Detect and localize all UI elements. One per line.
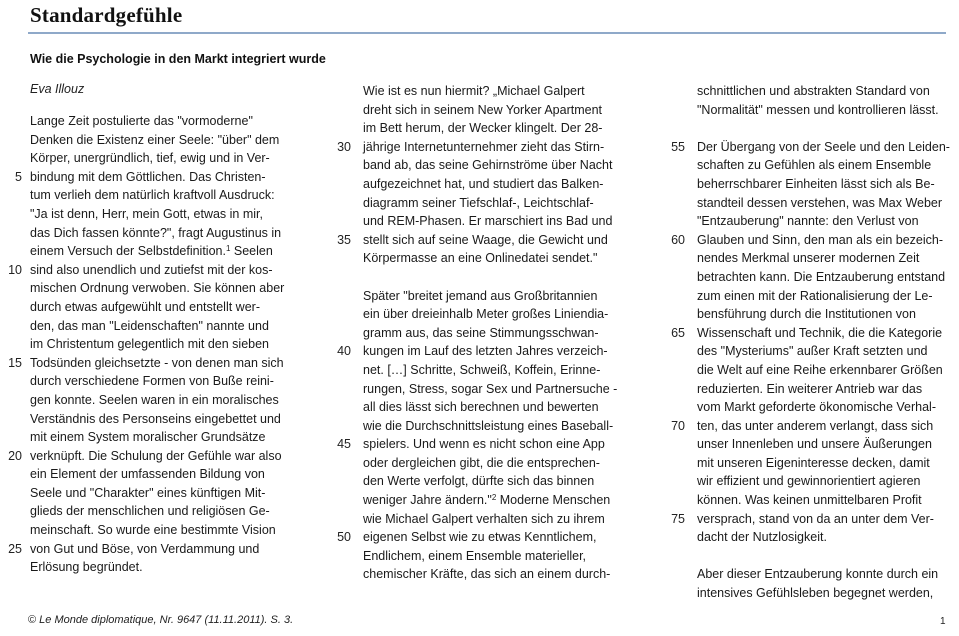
line-text: können. Was keinen unmittelbaren Profit [697, 493, 922, 508]
line-text: dacht der Nutzlosigkeit. [697, 530, 827, 545]
line-text: im Christentum gelegentlich mit den sieben [30, 337, 270, 352]
line-text: bindung mit dem Göttlichen. Das Christen- [30, 169, 266, 184]
text-line [30, 335, 330, 354]
title-divider [28, 32, 946, 34]
line-text: von Gut und Böse, von Verdammung und [30, 541, 260, 556]
line-text: zum einen mit der Rationalisierung der Le- [697, 288, 933, 303]
line-text: meinschaft. So wurde eine bestimmte Vision [30, 523, 276, 538]
text-line [15, 168, 330, 187]
line-text: Wissenschaft und Technik, die die Kategorie [697, 325, 943, 340]
line-text: durch etwas aufgewühlt und entstellt wer- [30, 299, 260, 314]
text-line [697, 212, 947, 231]
line-text: net. […] Schritte, Schweiß, Koffein, Erinne- [363, 362, 601, 377]
text-line [363, 472, 663, 491]
line-text: oder dergleichen gibt, die die entsprechen- [363, 455, 600, 470]
text-line [30, 186, 330, 205]
text-line [337, 231, 663, 250]
text-line [30, 224, 330, 243]
line-text: versprach, stand von da an unter dem Ver- [697, 511, 934, 526]
line-text: Denken die Existenz einer Seele: "über" dem [30, 132, 280, 147]
text-line [671, 138, 950, 157]
text-line [671, 231, 947, 250]
text-line [363, 194, 663, 213]
line-text: Der Übergang von der Seele und den Leiden- [697, 139, 950, 154]
line-text: rungen, Stress, sogar Sex und Partnersuche - [363, 381, 618, 396]
text-line [363, 101, 663, 120]
text-line [697, 156, 947, 175]
line-text: ein über dreieinhalb Meter großes Liniendia- [363, 307, 609, 322]
line-text: chemischer Kräfte, das sich an einem durch- [363, 567, 611, 582]
line-text: Glauben und Sinn, den man als ein bezeich- [697, 232, 943, 247]
text-line [363, 565, 663, 584]
article-subtitle: Wie die Psychologie in den Markt integriert wurde [30, 52, 326, 66]
text-line [363, 324, 663, 343]
text-line [363, 547, 663, 566]
text-line [697, 491, 947, 510]
line-text: eigenen Selbst wie zu etwas Kenntlichem, [363, 530, 597, 545]
line-text: vom Markt geforderte ökonomische Verhal- [697, 400, 936, 415]
text-line [30, 428, 330, 447]
line-text: den Werte verfolgt, dürfte sich das binnen [363, 474, 595, 489]
footnote-marker: 1 [225, 244, 231, 254]
line-text: weniger Jahre ändern." [363, 493, 492, 508]
line-number: 40 [337, 344, 351, 359]
text-line [30, 279, 330, 298]
line-text: standteil dessen verstehen, was Max Weber [697, 195, 943, 210]
line-text: schaften zu Gefühlen als einem Ensemble [697, 158, 932, 173]
line-text: Endlichem, einem Ensemble materieller, [363, 548, 587, 563]
text-line [30, 112, 330, 131]
text-line [697, 342, 947, 361]
line-number: 10 [8, 262, 22, 277]
text-line [337, 138, 663, 157]
line-text-continued: Moderne Menschen [496, 493, 611, 508]
line-text: bensführung durch die Institutionen von [697, 307, 916, 322]
line-text: diagramm seiner Tiefschlaf-, Leichtschlaf- [363, 195, 594, 210]
text-line [30, 131, 330, 150]
line-text: mischen Ordnung verwoben. Sie können aber [30, 281, 285, 296]
line-text: das Dich fassen könnte?", fragt Augustinus in [30, 225, 282, 240]
line-text: wir effizient und gewinnorientiert agieren [697, 474, 921, 489]
copyright-icon: © [28, 614, 37, 626]
line-number: 55 [671, 139, 685, 154]
line-text: jährige Internetunternehmer zieht das Stirn- [363, 139, 605, 154]
text-line [363, 119, 663, 138]
line-number: 60 [671, 232, 685, 247]
text-line [30, 484, 330, 503]
text-column-2 [337, 82, 663, 584]
text-line [697, 565, 947, 584]
line-text: Körpermasse an eine Onlinedatei sendet." [363, 251, 598, 266]
text-line [363, 361, 663, 380]
paragraph-gap [363, 268, 663, 287]
line-text: Lange Zeit postulierte das "vormoderne" [30, 114, 253, 128]
line-text: betrachten kann. Die Entzauberung entstand [697, 269, 946, 284]
text-line [30, 410, 330, 429]
line-text: mit einem System moralischer Grundsätze [30, 430, 266, 445]
text-line [363, 454, 663, 473]
text-line [697, 194, 947, 213]
line-text: Aber dieser Entzauberung konnte durch ein [697, 567, 939, 582]
text-line [30, 558, 330, 577]
page-title: Standardgefühle [30, 3, 183, 27]
line-text: und REM-Phasen. Er marschiert ins Bad und [363, 214, 613, 229]
line-text: ein Element der umfassenden Bildung von [30, 467, 265, 482]
line-text: Seele und "Charakter" eines künftigen Mit- [30, 485, 266, 500]
text-line [363, 510, 663, 529]
text-line [697, 287, 947, 306]
line-number: 15 [8, 355, 22, 370]
text-line [30, 149, 330, 168]
text-line [8, 540, 330, 559]
line-text: reduzierten. Ein weiterer Antrieb war das [697, 381, 923, 396]
text-line [30, 502, 330, 521]
text-line [363, 287, 663, 306]
text-line [697, 101, 947, 120]
text-line [697, 305, 947, 324]
line-text: glieds der menschlichen und religiösen Ge- [30, 504, 270, 519]
line-number: 30 [337, 139, 351, 154]
text-line [363, 212, 663, 231]
line-text: wie die Durchschnittsleistung eines Baseball- [363, 418, 614, 433]
line-text: tum verlieh dem natürlich kraftvoll Ausdruck: [30, 188, 275, 203]
line-text: Wie ist es nun hiermit? „Michael Galpert [363, 84, 585, 98]
text-column-1 [8, 112, 330, 577]
text-line [697, 361, 947, 380]
article-author: Eva Illouz [30, 82, 85, 96]
line-text: Verständnis des Personseins eingebettet und [30, 411, 281, 426]
text-line [697, 454, 947, 473]
text-line [697, 472, 947, 491]
source-footer [28, 614, 293, 626]
footnote-marker: 2 [491, 493, 497, 503]
text-line [30, 242, 330, 261]
text-line [8, 261, 330, 280]
text-line [671, 324, 947, 343]
line-text: gramm aus, das seine Stimmungsschwan- [363, 325, 599, 340]
line-number: 45 [337, 437, 351, 452]
line-text: wie Michael Galpert verhalten sich zu ihrem [363, 511, 605, 526]
line-text: kungen im Lauf des letzten Jahres verzeich- [363, 344, 608, 359]
text-line [697, 528, 947, 547]
text-line [363, 417, 663, 436]
line-text: durch verschiedene Formen von Buße reini- [30, 374, 274, 389]
line-text: ten, das unter anderem verlangt, dass sich [697, 418, 934, 433]
text-line [697, 584, 947, 603]
line-number: 50 [337, 530, 351, 545]
line-text: all dies lässt sich berechnen und bewerten [363, 400, 599, 415]
text-line [30, 205, 330, 224]
text-line [697, 268, 947, 287]
text-line [671, 510, 947, 529]
line-text: dreht sich in seinem New Yorker Apartment [363, 102, 603, 117]
text-line [697, 82, 947, 101]
text-line [30, 372, 330, 391]
line-text: spielers. Und wenn es nicht schon eine App [363, 437, 605, 452]
line-text: beherrschbarer Einheiten lässt sich als Be- [697, 176, 935, 191]
text-line [697, 380, 947, 399]
line-text: Todsünden gleichsetzte - von denen man sich [30, 355, 284, 370]
text-line [363, 175, 663, 194]
text-line [363, 82, 663, 101]
text-line [30, 465, 330, 484]
line-number: 70 [671, 418, 685, 433]
text-line [8, 447, 330, 466]
line-text: Körper, unergründlich, tief, ewig und in Ver- [30, 151, 270, 166]
line-text: verknüpft. Die Schulung der Gefühle war also [30, 448, 282, 463]
line-text: einem Versuch der Selbstdefinition. [30, 244, 226, 259]
line-number: 5 [15, 169, 22, 184]
text-line [697, 435, 947, 454]
line-text: Später "breitet jemand aus Großbritannien [363, 288, 598, 303]
line-text: Erlösung begründet. [30, 560, 143, 575]
paragraph-gap [697, 119, 947, 138]
text-line [363, 491, 663, 510]
line-text: mit unseren Eigeninteresse decken, damit [697, 455, 930, 470]
line-text: im Bett herum, der Wecker klingelt. Der 28- [363, 121, 603, 136]
line-text: sind also unendlich und zutiefst mit der kos- [30, 262, 273, 277]
text-line [363, 156, 663, 175]
line-text: stellt sich auf seine Waage, die Gewicht und [363, 232, 608, 247]
line-text: aufgezeichnet hat, und studiert das Balken- [363, 176, 604, 191]
line-text: "Normalität" messen und kontrollieren lässt. [697, 102, 939, 117]
line-number: 75 [671, 511, 685, 526]
line-text: band ab, das seine Gehirnströme über Nacht [363, 158, 613, 173]
text-line [363, 305, 663, 324]
line-text: "Entzauberung" nannte: den Verlust von [697, 214, 919, 229]
line-text: unser Innenleben und unsere Äußerungen [697, 437, 932, 452]
line-text: des "Mysteriums" außer Kraft setzten und [697, 344, 928, 359]
page-number: 1 [940, 616, 946, 627]
source-citation: Le Monde diplomatique, Nr. 9647 (11.11.2011). S. 3. [39, 614, 294, 626]
line-number: 65 [671, 325, 685, 340]
text-line [697, 398, 947, 417]
text-line [30, 521, 330, 540]
line-number: 35 [337, 232, 351, 247]
line-text-continued: Seelen [230, 244, 273, 259]
text-line [697, 175, 947, 194]
text-line [30, 317, 330, 336]
text-line [337, 528, 663, 547]
paragraph-gap [697, 547, 947, 566]
line-text: schnittlichen und abstrakten Standard von [697, 84, 930, 98]
line-text: "Ja ist denn, Herr, mein Gott, etwas in mir, [30, 206, 263, 221]
line-text: die Welt auf eine Reihe erkennbarer Größen [697, 362, 943, 377]
line-text: intensives Gefühlsleben begegnet werden, [697, 586, 934, 601]
text-line [671, 417, 947, 436]
line-number: 20 [8, 448, 22, 463]
line-text: den, das man "Leidenschaften" nannte und [30, 318, 269, 333]
text-line [363, 380, 663, 399]
text-line [30, 391, 330, 410]
line-text: gen konnte. Seelen waren in ein moralisches [30, 392, 279, 407]
text-line [697, 249, 947, 268]
line-number: 25 [8, 541, 22, 556]
text-column-3 [671, 82, 950, 603]
line-text: nendes Merkmal unserer modernen Zeit [697, 251, 920, 266]
text-line [337, 342, 663, 361]
text-line [30, 298, 330, 317]
text-line [363, 249, 663, 268]
text-line [8, 354, 330, 373]
text-line [337, 435, 663, 454]
text-line [363, 398, 663, 417]
